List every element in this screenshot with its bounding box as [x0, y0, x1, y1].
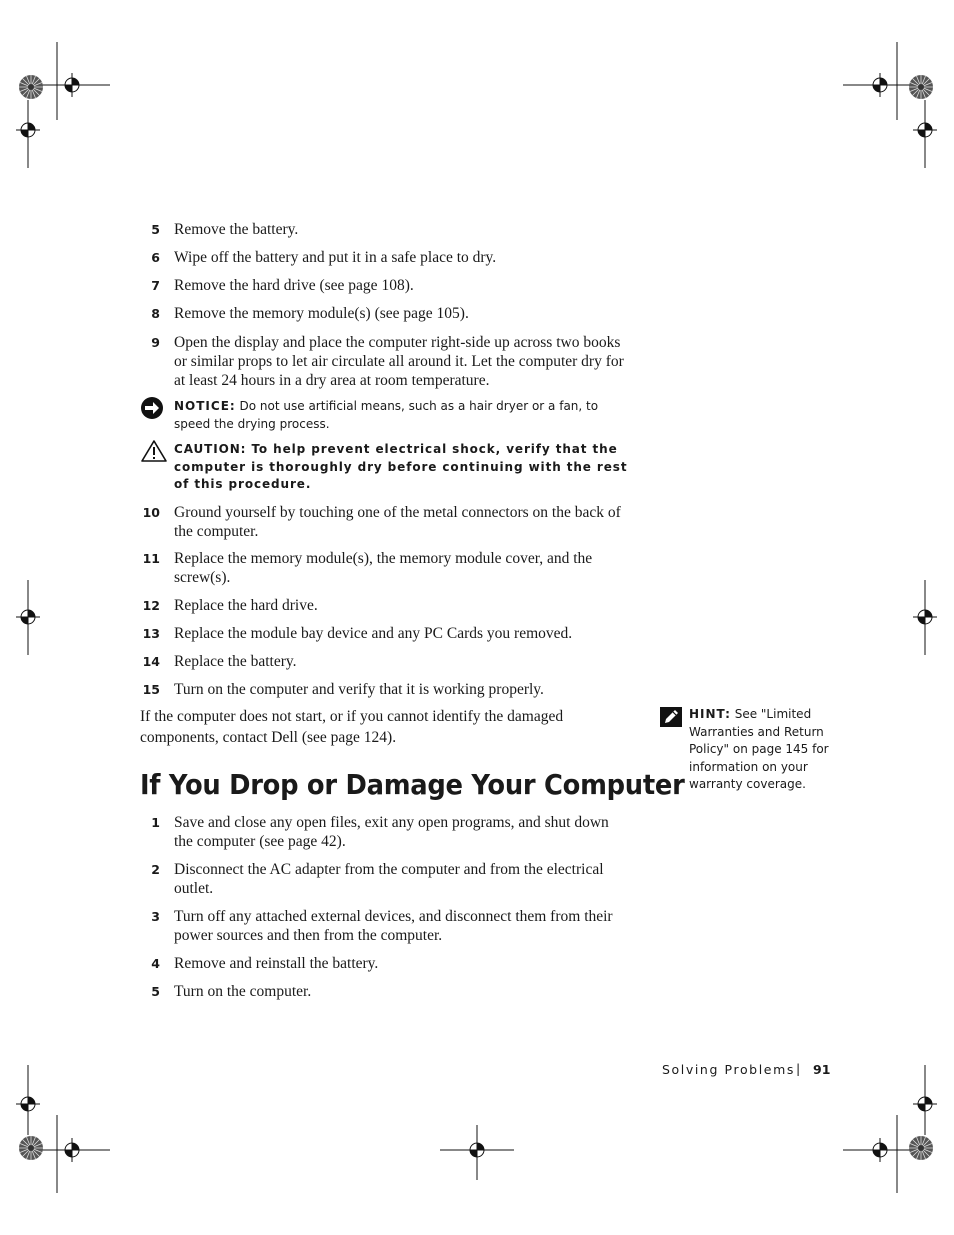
step-number: 10	[142, 505, 160, 520]
step-number: 9	[151, 335, 160, 350]
footer-separator: |	[796, 1061, 801, 1076]
footer-section-title: Solving Problems	[662, 1062, 795, 1077]
step-number: 8	[151, 306, 160, 321]
notice-icon	[140, 396, 164, 426]
step-text: Replace the memory module(s), the memory module cover, and the screw(s).	[174, 550, 593, 586]
step-text: Turn off any attached external devices, and disconnect them from their power sources and then from the computer.	[174, 908, 613, 944]
page-number: 91	[813, 1062, 831, 1077]
step-number: 1	[151, 815, 160, 830]
step-text: Turn on the computer and verify that it is working properly.	[174, 681, 544, 698]
step-number: 7	[151, 278, 160, 293]
step-text: Turn on the computer.	[174, 983, 312, 1000]
step-text: Ground yourself by touching one of the metal connectors on the back of the computer.	[174, 504, 621, 540]
step-number: 12	[142, 598, 160, 613]
step-text: Remove the battery.	[174, 221, 299, 238]
step-number: 13	[142, 626, 160, 641]
caution-triangle-icon	[140, 439, 168, 469]
notice-text: Do not use artificial means, such as a hair dryer or a fan, to speed the drying process.	[174, 399, 599, 431]
caution-text: CAUTION: To help prevent electrical shock, verify that the computer is thoroughly dry before continuing with the rest of this procedure.	[174, 442, 628, 491]
step-text: Remove the memory module(s) (see page 105).	[174, 305, 469, 322]
step-number: 5	[151, 222, 160, 237]
step-text: Remove and reinstall the battery.	[174, 955, 379, 972]
step-text: Disconnect the AC adapter from the computer and from the electrical outlet.	[174, 861, 604, 897]
hint-text: See "Limited Warranties and Return Policy" on page 145 for information on your warranty coverage.	[689, 707, 829, 791]
step-number: 6	[151, 250, 160, 265]
hint-pencil-icon	[660, 707, 682, 733]
closing-paragraph: If the computer does not start, or if you cannot identify the damaged components, contact Dell (see page 124).	[140, 708, 564, 746]
step-number: 15	[142, 682, 160, 697]
hint-label: HINT:	[689, 707, 731, 721]
step-number: 14	[142, 654, 160, 669]
step-number: 4	[151, 956, 160, 971]
notice-body	[174, 398, 630, 433]
step-number: 11	[142, 551, 160, 566]
step-text: Replace the hard drive.	[174, 597, 318, 614]
step-text: Replace the battery.	[174, 653, 297, 670]
step-number: 2	[151, 862, 160, 877]
step-text: Open the display and place the computer right-side up across two books or similar props to let air circulate all around it. Let the computer dry for at least 24 hours in a dry area at room temperature.	[174, 334, 624, 389]
step-text: Remove the hard drive (see page 108).	[174, 277, 414, 294]
hint-body	[689, 706, 839, 794]
step-number: 5	[151, 984, 160, 999]
step-number: 3	[151, 909, 160, 924]
step-text: Wipe off the battery and put it in a safe place to dry.	[174, 249, 497, 266]
step-text: Save and close any open files, exit any open programs, and shut down the computer (see page 42).	[174, 814, 609, 850]
notice-label: NOTICE:	[174, 399, 236, 413]
step-text: Replace the module bay device and any PC Cards you removed.	[174, 625, 573, 642]
section-heading: If You Drop or Damage Your Computer	[140, 768, 685, 801]
